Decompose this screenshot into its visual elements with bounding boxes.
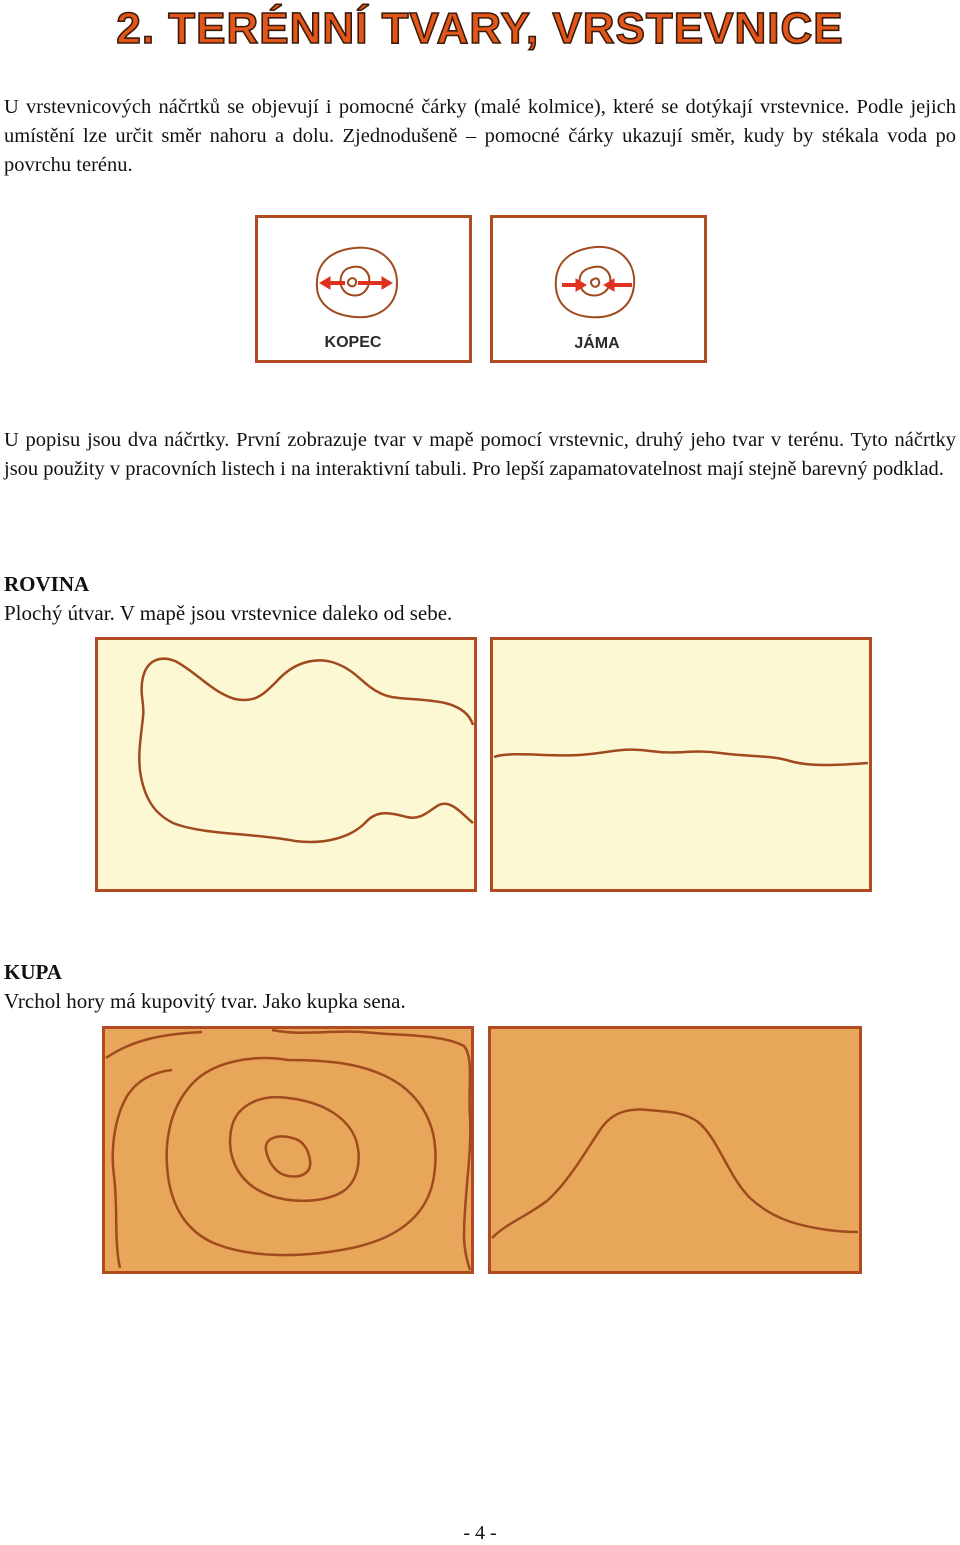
kupa-map	[102, 1026, 474, 1274]
intro-paragraph: U vrstevnicových náčrtků se objevují i pomocné čárky (malé kolmice), které se dotýkají vrstevnice. Podle jejich umístění lze určit směr nahoru a dolu. Zjednodušeně – pomocné čárky ukazují směr, kudy by stékala voda po povrchu terénu.	[4, 96, 956, 176]
kupa-heading: KUPA	[4, 960, 62, 984]
page-title: 2. TERÉNNÍ TVARY, VRSTEVNICE	[116, 4, 844, 53]
rovina-profile	[490, 637, 872, 892]
kopec-figure	[255, 215, 472, 363]
jama-label: JÁMA	[574, 335, 620, 352]
description-paragraph: U popisu jsou dva náčrtky. První zobrazuje tvar v mapě pomocí vrstevnic, druhý jeho tvar v terénu. Tyto náčrtky jsou použity v pracovních listech i na interaktivní tabuli. Pro lepší zapamatovatelnost mají stejně barevný podklad.	[4, 429, 956, 480]
page-number: - 4 -	[463, 1522, 497, 1544]
jama-figure	[490, 215, 707, 363]
rovina-heading: ROVINA	[4, 572, 90, 596]
rovina-map	[95, 637, 477, 892]
rovina-text: Plochý útvar. V mapě jsou vrstevnice daleko od sebe.	[4, 601, 453, 625]
kupa-profile	[488, 1026, 862, 1274]
kopec-label: KOPEC	[324, 334, 382, 351]
kupa-text: Vrchol hory má kupovitý tvar. Jako kupka sena.	[4, 989, 406, 1013]
